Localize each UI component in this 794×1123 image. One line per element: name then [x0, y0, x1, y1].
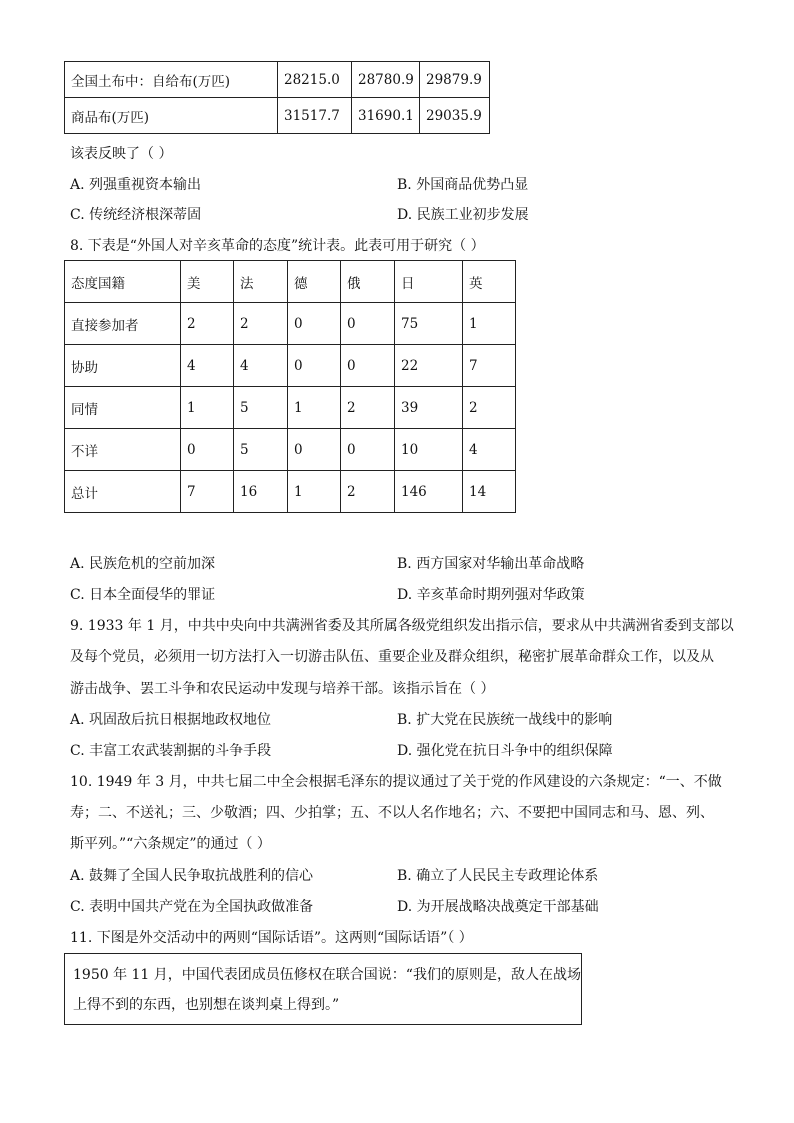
table-cell: 1: [288, 387, 341, 429]
option-b: B. 外国商品优势凸显: [397, 177, 529, 193]
table-row: [65, 98, 490, 134]
table-cell: 不详: [65, 429, 181, 471]
option-b: B. 西方国家对华输出革命战略: [397, 556, 585, 572]
question-line: 10. 1949 年 3 月，中共七届二中全会根据毛泽东的提议通过了关于党的作风建设的六条规定：“一、不做: [70, 774, 722, 790]
table-cell: 2: [341, 471, 395, 513]
table-cell: 全国土布中：自给布(万匹): [65, 62, 278, 98]
table-header: 俄: [341, 261, 395, 303]
table-header: 日: [395, 261, 463, 303]
table-cell: 31517.7: [278, 98, 352, 134]
table-cell: 5: [234, 387, 288, 429]
table-cell: 39: [395, 387, 463, 429]
table-cell: 22: [395, 345, 463, 387]
table-cell: 5: [234, 429, 288, 471]
question-line: 寿；二、不送礼；三、少敬酒；四、少拍掌；五、不以人名作地名；六、不要把中国同志和马、恩、列、: [70, 805, 714, 821]
table-row: [65, 62, 490, 98]
option-a: A. 巩固敌后抗日根据地政权地位: [70, 712, 272, 728]
table-cell: 2: [341, 387, 395, 429]
table-cell: 4: [463, 429, 516, 471]
table-cell: 7: [463, 345, 516, 387]
quote-line: 1950 年 11 月，中国代表团成员伍修权在联合国说：“我们的原则是，敌人在战场: [73, 967, 581, 983]
table-row: [65, 429, 516, 471]
quote-box: [64, 953, 582, 1025]
table-cell: 直接参加者: [65, 303, 181, 345]
table-cell: 14: [463, 471, 516, 513]
table-cell: 29035.9: [420, 98, 490, 134]
attitude-table: [64, 260, 516, 513]
table-cell: 28780.9: [352, 62, 420, 98]
table-cell: 0: [288, 345, 341, 387]
table-cell: 1: [288, 471, 341, 513]
table-cell: 31690.1: [352, 98, 420, 134]
table-cell: 2: [234, 303, 288, 345]
option-c: C. 丰富工农武装割据的斗争手段: [70, 743, 272, 759]
option-c: C. 传统经济根深蒂固: [70, 207, 202, 223]
table-cell: 协助: [65, 345, 181, 387]
table-cell: 0: [181, 429, 234, 471]
table-header: 德: [288, 261, 341, 303]
table-header: 法: [234, 261, 288, 303]
table-cell: 0: [341, 429, 395, 471]
question-line: 斯平列。”“六条规定”的通过（ ）: [70, 836, 271, 852]
table-cell: 商品布(万匹): [65, 98, 278, 134]
option-b: B. 扩大党在民族统一战线中的影响: [397, 712, 613, 728]
table-header: 态度国籍: [65, 261, 181, 303]
table-header-row: [65, 261, 516, 303]
option-a: A. 鼓舞了全国人民争取抗战胜利的信心: [70, 868, 314, 884]
table-cell: 4: [234, 345, 288, 387]
question-stem: 该表反映了（ ）: [70, 146, 173, 162]
option-a: A. 列强重视资本输出: [70, 177, 202, 193]
option-c: C. 日本全面侵华的罪证: [70, 587, 216, 603]
table-row: [65, 303, 516, 345]
table-cell: 29879.9: [420, 62, 490, 98]
table-cell: 10: [395, 429, 463, 471]
table-row: [65, 471, 516, 513]
table-cell: 0: [341, 303, 395, 345]
table-cell: 2: [181, 303, 234, 345]
option-b: B. 确立了人民民主专政理论体系: [397, 868, 599, 884]
table-cell: 28215.0: [278, 62, 352, 98]
table-cell: 0: [288, 429, 341, 471]
table-cell: 同情: [65, 387, 181, 429]
table-cell: 146: [395, 471, 463, 513]
table-cell: 7: [181, 471, 234, 513]
table-cell: 1: [181, 387, 234, 429]
table-cell: 4: [181, 345, 234, 387]
table-cell: 0: [288, 303, 341, 345]
option-d: D. 民族工业初步发展: [397, 207, 529, 223]
question-line: 9. 1933 年 1 月，中共中央向中共满洲省委及其所属各级党组织发出指示信，要求从中共满洲省委到支部以: [70, 618, 734, 634]
table-cell: 16: [234, 471, 288, 513]
table-header: 英: [463, 261, 516, 303]
quote-line: 上得不到的东西，也别想在谈判桌上得到。”: [73, 997, 340, 1013]
table-cell: 0: [341, 345, 395, 387]
option-d: D. 辛亥革命时期列强对华政策: [397, 587, 585, 603]
cloth-table: [64, 61, 490, 134]
question-stem: 11. 下图是外交活动中的两则“国际话语”。这两则“国际话语”（ ）: [70, 930, 473, 946]
option-a: A. 民族危机的空前加深: [70, 556, 216, 572]
question-line: 及每个党员，必须用一切方法打入一切游击队伍、重要企业及群众组织，秘密扩展革命群众工作，以及从: [70, 649, 714, 665]
question-line: 游击战争、罢工斗争和农民运动中发现与培养干部。该指示旨在（ ）: [70, 681, 495, 697]
table-cell: 2: [463, 387, 516, 429]
table-cell: 75: [395, 303, 463, 345]
table-row: [65, 345, 516, 387]
question-stem: 8. 下表是“外国人对辛亥革命的态度”统计表。此表可用于研究（ ）: [70, 238, 485, 254]
table-row: [65, 387, 516, 429]
option-d: D. 强化党在抗日斗争中的组织保障: [397, 743, 613, 759]
table-cell: 1: [463, 303, 516, 345]
table-header: 美: [181, 261, 234, 303]
option-c: C. 表明中国共产党在为全国执政做准备: [70, 899, 314, 915]
table-cell: 总计: [65, 471, 181, 513]
option-d: D. 为开展战略决战奠定干部基础: [397, 899, 599, 915]
